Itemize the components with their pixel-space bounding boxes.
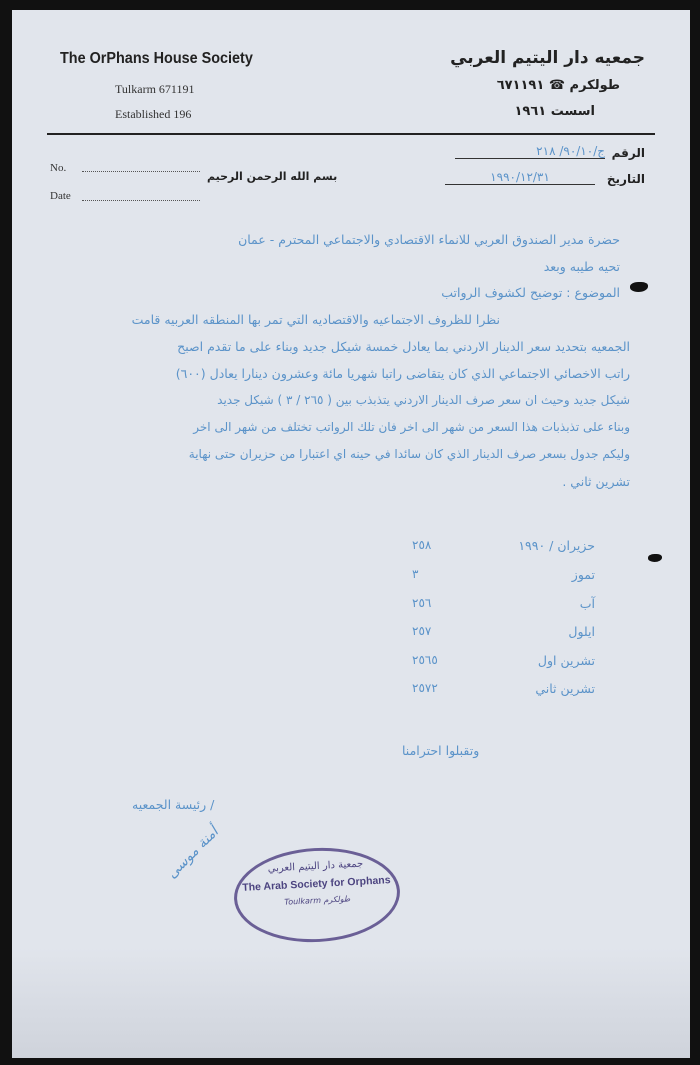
- letterhead-english-name: The OrPhans House Society: [60, 50, 253, 67]
- no-line: [82, 170, 200, 172]
- body-line: وبناء على تذبذبات هذا السعر من شهر الى اخر فان تلك الرواتب تختلف من شهر الى اخر: [193, 420, 630, 434]
- letterhead-english-city: Tulkarm 671191: [115, 82, 195, 96]
- ref-label: الرقم: [611, 146, 645, 160]
- rate-month: تشرين ثاني: [535, 681, 595, 696]
- ink-blot: [648, 554, 662, 562]
- letterhead-english-established: Established 196: [115, 107, 192, 121]
- rate-month: تشرين اول: [537, 653, 595, 668]
- basmala: بسم الله الرحمن الرحيم: [207, 170, 338, 183]
- letter-page: [12, 10, 690, 1058]
- closing: وتقبلوا احترامنا: [402, 743, 480, 758]
- rate-value: ٢٥٨: [412, 538, 432, 552]
- date-label: Date: [50, 190, 71, 202]
- body-line: نظرا للظروف الاجتماعيه والاقتصاديه التي تمر بها المنطقه العربيه قامت: [131, 312, 500, 327]
- body-line: شيكل جديد وحيث ان سعر صرف الدينار الاردني يتذبذب بين ( ٢٦٥ / ٣ ) شيكل جديد: [217, 393, 630, 407]
- rate-month: تموز: [571, 567, 595, 582]
- addressee-line: حضرة مدير الصندوق العربي للانماء الاقتصادي والاجتماعي المحترم - عمان: [238, 232, 620, 247]
- date-label-arabic: التاريخ: [606, 172, 645, 186]
- rate-value: ٢٥٧: [412, 624, 432, 638]
- ink-blot: [630, 282, 648, 292]
- signatory-title: / رئيسة الجمعيه: [132, 797, 215, 812]
- letterhead-arabic-city: طولكرم ☎ ٦٧١١٩١: [496, 78, 620, 93]
- body-line: تشرين ثاني .: [562, 474, 630, 489]
- letterhead-arabic-name: جمعيه دار اليتيم العربي: [450, 48, 645, 68]
- greeting-line: تحيه طيبه وبعد: [543, 259, 620, 274]
- rate-month: آب: [579, 596, 595, 611]
- rate-value: ٢٥٦٥: [412, 653, 438, 667]
- rate-value: ٣: [412, 567, 419, 581]
- date-line: [82, 199, 200, 201]
- stamp-arabic: جمعية دار اليتيم العربي: [267, 858, 364, 875]
- rate-value: ٢٥٦: [412, 596, 432, 610]
- body-line: وليكم جدول بسعر صرف الدينار الذي كان سائدا في حينه اي اعتبارا من حزيران حتى نهاية: [188, 447, 630, 461]
- rate-month: ايلول: [568, 624, 595, 639]
- handwritten-signature: أمنة موسى: [163, 824, 222, 882]
- subject-line: الموضوع : توضيح لكشوف الرواتب: [441, 285, 620, 300]
- rate-value: ٢٥٧٢: [412, 681, 438, 695]
- letterhead-arabic-established: اسست ١٩٦١: [514, 104, 595, 119]
- society-stamp: [232, 844, 403, 947]
- body-line: الجمعيه بتحديد سعر الدينار الاردني بما يعادل خمسة شيكل جديد وبناء على ما تقدم اصبح: [177, 339, 630, 354]
- header-rule: [47, 133, 655, 135]
- ref-value: ج/٩٠/١٠/ ٢١٨: [455, 144, 605, 159]
- date-value: ١٩٩٠/١٢/٣١: [445, 170, 595, 185]
- rate-month: حزيران / ١٩٩٠: [518, 538, 595, 553]
- stamp-english: The Arab Society for Orphans: [242, 874, 391, 894]
- stamp-city: Toulkarm طولكرم: [284, 894, 351, 907]
- body-line: راتب الاخصائي الاجتماعي الذي كان يتقاضى راتبا شهريا مائة وعشرون دينارا يعادل (٦٠٠): [175, 366, 630, 381]
- no-label: No.: [50, 162, 67, 174]
